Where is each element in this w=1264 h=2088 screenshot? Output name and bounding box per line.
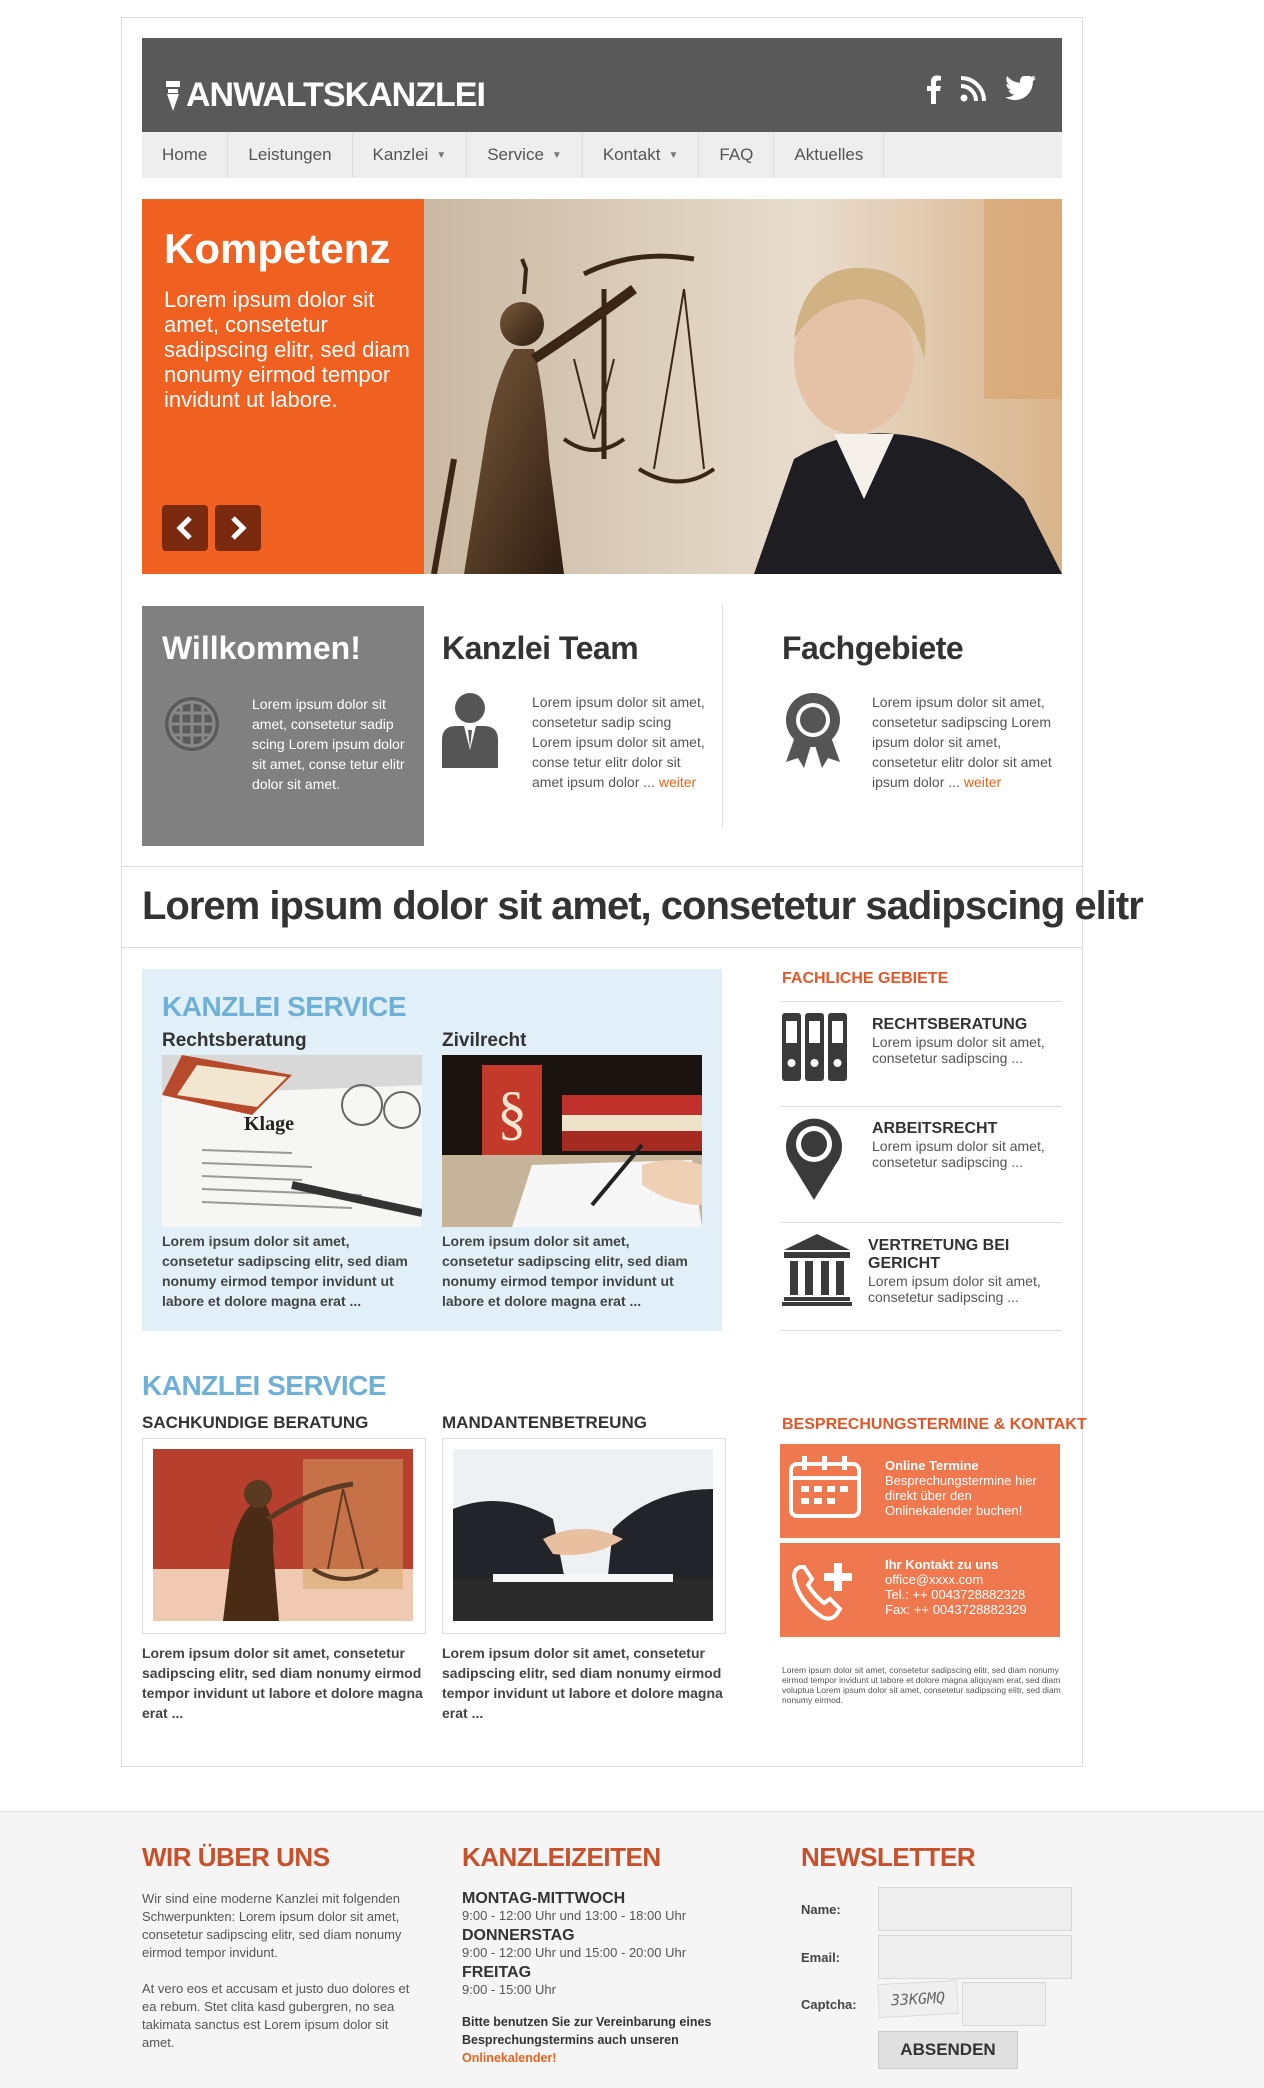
contact-title: BESPRECHUNGSTERMINE & KONTAKT (782, 1416, 1087, 1433)
klage-document-image (162, 1055, 422, 1227)
logo[interactable] (164, 76, 485, 115)
team-weiter-link[interactable]: weiter (658, 774, 697, 790)
main-nav (142, 132, 1062, 178)
map-pin-icon (784, 1116, 844, 1200)
hero-text: Lorem ipsum dolor sit amet, consetetur sadipscing elitr, sed diam nonumy eirmod tempor invidunt ut labore. (164, 287, 410, 412)
fach-title: Fachgebiete (782, 630, 964, 666)
service2-col-text: Lorem ipsum dolor sit amet, consetetur sadipscing elitr, sed diam nonumy eirmod tempor invidunt ut labore et dolore magna erat ... (142, 1645, 423, 1721)
brand-name: ANWALTSKANZLEI (186, 76, 485, 114)
nav-item-label: Service (487, 145, 544, 164)
team-text: Lorem ipsum dolor sit amet, consetetur sadip scing Lorem ipsum dolor sit amet, conse tetur elitr dolor sit amet ipsum dolor ... weiter (532, 694, 705, 790)
sidebar-item-title: ARBEITSRECHT (872, 1120, 998, 1137)
caret-down-icon: ▼ (668, 149, 679, 161)
sidebar-item[interactable] (872, 1016, 1062, 1066)
zivilrecht-image (442, 1055, 702, 1227)
contact-fax: Fax: ++ 0043728882329 (885, 1602, 1027, 1617)
calendar-icon (788, 1456, 862, 1518)
pen-nib-icon (164, 81, 182, 111)
site-header (142, 38, 1062, 132)
team-title: Kanzlei Team (442, 630, 639, 666)
fach-text: Lorem ipsum dolor sit amet, consetetur sadipscing Lorem ipsum dolor sit amet, consetetur elitr dolor sit amet ipsum dolor ... weiter (872, 694, 1052, 790)
nav-item[interactable] (467, 132, 583, 178)
contact-tel: Tel.: ++ 0043728882328 (885, 1587, 1026, 1602)
captcha-input[interactable] (962, 1982, 1046, 2026)
main-headline: Lorem ipsum dolor sit amet, consetetur sadipscing elitr (142, 884, 1143, 928)
email-input[interactable] (878, 1935, 1072, 1979)
sidebar-item[interactable] (872, 1120, 1062, 1170)
chevron-right-icon (228, 516, 248, 540)
caret-down-icon: ▼ (436, 149, 447, 161)
hours-time: 9:00 - 15:00 Uhr (462, 1982, 556, 1997)
service-col-text: Lorem ipsum dolor sit amet, consetetur sadipscing elitr, sed diam nonumy eirmod tempor invidunt ut labore et dolore magna erat ... (162, 1233, 408, 1309)
nav-item[interactable] (353, 132, 468, 178)
hours-day: DONNERSTAG (462, 1927, 575, 1944)
divider (780, 1106, 1062, 1107)
nav-item[interactable] (699, 132, 774, 178)
hours-note: Bitte benutzen Sie zur Vereinbarung eines Besprechungstermins auch unseren Onlinekalender! (462, 2015, 712, 2065)
phone-plus-icon (790, 1559, 860, 1623)
online-termine-card[interactable] (780, 1444, 1060, 1538)
hours-time: 9:00 - 12:00 Uhr und 15:00 - 20:00 Uhr (462, 1945, 687, 1960)
sidebar-title: FACHLICHE GEBIETE (782, 970, 949, 987)
nav-item[interactable] (228, 132, 352, 178)
service-col-title: Zivilrecht (442, 1030, 527, 1051)
welcome-box (142, 606, 424, 846)
divider (722, 606, 723, 826)
chevron-left-icon (175, 516, 195, 540)
hours-day: MONTAG-MITTWOCH (462, 1890, 626, 1907)
sidebar-item[interactable] (868, 1237, 1062, 1305)
card-text (885, 1458, 1055, 1518)
footer-hours-title: KANZLEIZEITEN (462, 1842, 661, 1872)
sidebar-item-title: RECHTSBERATUNG (872, 1016, 1028, 1033)
divider (121, 947, 1083, 948)
footer-about-text (142, 1890, 424, 2052)
award-ribbon-icon (780, 690, 846, 770)
hours-list (462, 1890, 752, 2067)
person-icon (440, 690, 500, 770)
lady-justice-image (153, 1449, 413, 1621)
sidebar-item-text: Lorem ipsum dolor sit amet, consetetur sadipscing ... (872, 1138, 1045, 1170)
welcome-title: Willkommen! (162, 630, 361, 666)
contact-email[interactable]: office@xxxx.com (885, 1572, 984, 1587)
sidebar-item-text: Lorem ipsum dolor sit amet, consetetur sadipscing ... (872, 1034, 1045, 1066)
welcome-text: Lorem ipsum dolor sit amet, consetetur sadip scing Lorem ipsum dolor sit amet, conse tetur elitr dolor sit amet. (252, 696, 405, 792)
footer-about-p1: Wir sind eine moderne Kanzlei mit folgenden Schwerpunkten: Lorem ipsum dolor sit amet, consetetur sadipscing elitr, sed diam nonumy eirmod tempor invidunt. (142, 1891, 402, 1960)
divider (780, 1001, 1062, 1002)
facebook-icon[interactable] (926, 74, 942, 104)
service-title-2: KANZLEI SERVICE (142, 1370, 387, 1401)
hero-panel (142, 199, 424, 574)
hero-next-button[interactable] (215, 505, 261, 551)
service-col-text: Lorem ipsum dolor sit amet, consetetur sadipscing elitr, sed diam nonumy eirmod tempor invidunt ut labore et dolore magna erat ... (442, 1233, 688, 1309)
nav-item[interactable] (774, 132, 884, 178)
service-box-1 (142, 969, 722, 1331)
kontakt-card[interactable] (780, 1543, 1060, 1637)
nav-item[interactable] (142, 132, 228, 178)
image-frame (442, 1438, 726, 1634)
rss-icon[interactable] (960, 76, 986, 102)
captcha-image: 33KGMQ (877, 1980, 959, 2018)
sidebar-item-text: Lorem ipsum dolor sit amet, consetetur sadipscing ... (868, 1273, 1041, 1305)
card-text (885, 1557, 1055, 1617)
nav-item-label: FAQ (719, 145, 754, 164)
caret-down-icon: ▼ (551, 149, 562, 161)
sidebar-small-text: Lorem ipsum dolor sit amet, consetetur sadipscing elitr, sed diam nonumy eirmod tempor invidunt ut labore et dolore magna aliquyam erat, sed diam voluptua Lorem ipsum dolor sit amet, consetetur sadipscing elitr, sed diam nonumy eirmod. (782, 1665, 1061, 1705)
footer-about-p2: At vero eos et accusam et justo duo dolores et ea rebum. Stet clita kasd gubergren, no sea takimata sanctus est Lorem ipsum dolor sit amet. (142, 1981, 410, 2050)
service-title: KANZLEI SERVICE (162, 991, 407, 1022)
service-col-title: Rechtsberatung (162, 1030, 307, 1051)
hero-image (424, 199, 1062, 574)
name-label: Name: (801, 1902, 841, 1917)
social-links (926, 74, 1038, 104)
submit-button[interactable]: ABSENDEN (878, 2031, 1018, 2069)
footer-newsletter-title: NEWSLETTER (801, 1842, 976, 1872)
handshake-image (453, 1449, 713, 1621)
service2-col-title: SACHKUNDIGE BERATUNG (142, 1413, 369, 1432)
hero-prev-button[interactable] (162, 505, 208, 551)
hours-time: 9:00 - 12:00 Uhr und 13:00 - 18:00 Uhr (462, 1908, 687, 1923)
service2-col-title: MANDANTENBETREUNG (442, 1413, 647, 1432)
footer-about-title: WIR ÜBER UNS (142, 1842, 330, 1872)
image-frame (142, 1438, 426, 1634)
fach-weiter-link[interactable]: weiter (963, 774, 1002, 790)
service2-col-text: Lorem ipsum dolor sit amet, consetetur sadipscing elitr, sed diam nonumy eirmod tempor invidunt ut labore et dolore magna erat ... (442, 1645, 723, 1721)
courthouse-icon (782, 1234, 852, 1306)
klage-text: Klage (244, 1113, 294, 1135)
nav-item-label: Kanzlei (372, 145, 429, 164)
nav-item-label: Kontakt (602, 145, 661, 164)
divider (780, 1222, 1062, 1223)
name-input[interactable] (878, 1887, 1072, 1931)
nav-item-label: Leistungen (248, 145, 332, 164)
svg-text:§: § (497, 1080, 527, 1146)
card-title: Ihr Kontakt zu uns (885, 1557, 999, 1572)
globe-icon (162, 694, 222, 754)
captcha-label: Captcha: (801, 1997, 857, 2012)
card-title: Online Termine (885, 1458, 979, 1473)
divider (121, 866, 1083, 867)
hero-title: Kompetenz (164, 225, 391, 272)
email-label: Email: (801, 1950, 841, 1965)
onlinekalender-link[interactable]: Onlinekalender! (462, 2051, 557, 2065)
hours-day: FREITAG (462, 1964, 532, 1981)
sidebar-item-title: VERTRETUNG BEI GERICHT (868, 1237, 1010, 1272)
binders-icon (782, 1013, 848, 1081)
nav-item[interactable] (583, 132, 700, 178)
nav-item-label: Aktuelles (794, 145, 864, 164)
nav-item-label: Home (162, 145, 208, 164)
card-body: Besprechungstermine hier direkt über den Onlinekalender buchen! (885, 1473, 1037, 1518)
twitter-icon[interactable] (1004, 76, 1038, 102)
divider (780, 1330, 1062, 1331)
